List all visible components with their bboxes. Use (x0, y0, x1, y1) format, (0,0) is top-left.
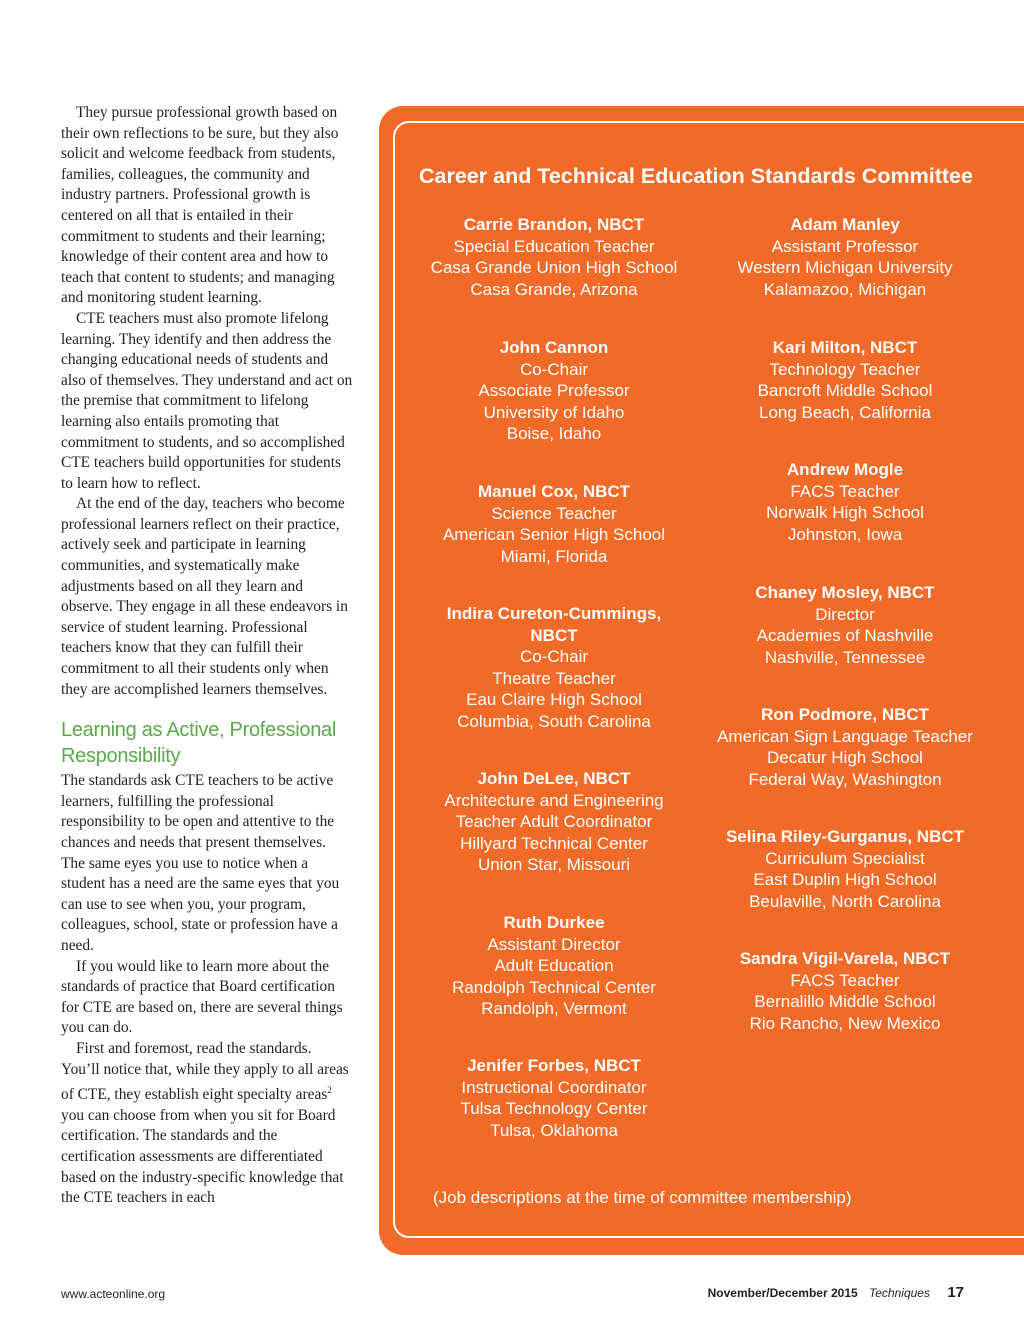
paragraph-text: you can choose from when you sit for Board certification. The standards and the certification assessments are differentiated based on the industry-specific knowledge that the CTE teachers in each (61, 1106, 344, 1207)
member-detail: American Senior High School (442, 525, 666, 544)
member-detail: Union Star, Missouri (477, 855, 631, 874)
member-detail: Kalamazoo, Michigan (763, 279, 927, 299)
member-name: Ruth Durkee (503, 913, 605, 932)
member-detail: Nashville, Tennessee (764, 647, 926, 667)
member-name: Ron Podmore, NBCT (760, 705, 930, 724)
member-detail: Curriculum Specialist (765, 848, 925, 868)
issue-date: November/December 2015 (707, 1286, 858, 1300)
committee-member (700, 948, 990, 1034)
member-detail: Architecture and Engineering (444, 790, 664, 810)
member-detail: Randolph, Vermont (481, 999, 627, 1018)
member-detail: Assistant Director (487, 934, 621, 954)
committee-member (700, 337, 990, 423)
article-paragraph: If you would like to learn more about the standards of practice that Board certification for CTE are based on, there are several things you can do. (61, 957, 343, 1037)
member-detail: Technology Teacher (769, 359, 921, 379)
article-paragraph (61, 1039, 353, 1209)
member-detail: Boise, Idaho (506, 424, 602, 443)
member-detail: Long Beach, California (758, 402, 931, 422)
member-detail: FACS Teacher (790, 970, 900, 990)
member-name: Manuel Cox, NBCT (477, 482, 631, 501)
member-name: Carrie Brandon, NBCT (463, 215, 645, 234)
article-paragraph: CTE teachers must also promote lifelong learning. They identify and then address the changing educational needs of students and also of themselves. They understand and act on the premise that commitment to lifelong learning also entails promoting that commitment to students, and so accomplished CTE teachers build opportunities for students to learn how to reflect. (61, 309, 353, 492)
member-detail: Randolph Technical Center (452, 977, 656, 997)
member-name: John Cannon (499, 338, 609, 357)
article-column (61, 103, 353, 1209)
member-detail: Instructional Coordinator (461, 1077, 647, 1097)
committee-member (700, 214, 990, 300)
member-name: Kari Milton, NBCT (772, 338, 918, 357)
page-number: 17 (947, 1284, 964, 1301)
article-paragraph: The standards ask CTE teachers to be active learners, fulfilling the professional responsibility to be open and attentive to the chances and needs that present themselves. The same eyes you use to notice when a student has a need are the same eyes that you can use to see when you, your program, colleagues, school, state or profession have a need. (61, 772, 340, 954)
member-detail: Casa Grande, Arizona (470, 279, 638, 299)
footer-info (708, 1284, 964, 1301)
member-detail: Tulsa Technology Center (460, 1099, 648, 1118)
member-detail: Bancroft Middle School (757, 381, 933, 400)
committee-member (410, 337, 698, 445)
footnote-reference: 2 (327, 1085, 332, 1096)
magazine-name: Techniques (869, 1286, 930, 1300)
member-detail: Hillyard Technical Center (460, 833, 648, 853)
member-detail: FACS Teacher (790, 481, 900, 501)
committee-member (410, 214, 698, 300)
paragraph-text: First and foremost, read the standards. You’ll notice that, while they apply to all areas of CTE, they establish eight specialty areas (61, 1039, 349, 1104)
member-detail: University of Idaho (483, 402, 625, 422)
member-detail: East Duplin High School (753, 870, 937, 889)
member-detail: Johnston, Iowa (787, 524, 903, 544)
member-detail: Teacher Adult Coordinator (455, 812, 653, 831)
member-detail: Federal Way, Washington (748, 769, 942, 789)
member-detail: Theatre Teacher (492, 668, 616, 688)
member-detail: Miami, Florida (500, 546, 608, 566)
member-detail: Eau Claire High School (466, 690, 642, 709)
article-paragraph: At the end of the day, teachers who become professional learners reflect on their practice, actively seek and participate in learning communities, and systematically make adjustments based on all they learn and observe. They engage in all these endeavors in service of student learning. Professional teachers know that they can fulfill their commitment to all their students only when they are accomplished learners themselves. (61, 495, 348, 698)
committee-member (700, 459, 990, 545)
committee-member (700, 826, 990, 912)
member-name: Adam Manley (790, 215, 900, 234)
member-name: John DeLee, NBCT (477, 769, 631, 788)
committee-member (410, 768, 698, 876)
member-detail: Special Education Teacher (453, 236, 655, 256)
member-name: Indira Cureton-Cummings, NBCT (446, 604, 662, 645)
section-heading: Learning as Active, Professional Responsibility (61, 719, 337, 768)
committee-member (700, 582, 990, 668)
member-name: Selina Riley-Gurganus, NBCT (725, 827, 965, 846)
committee-member (410, 1055, 698, 1141)
member-detail: Adult Education (494, 956, 614, 975)
member-detail: Columbia, South Carolina (457, 711, 651, 731)
member-detail: Bernalillo Middle School (754, 992, 936, 1011)
member-detail: Director (815, 604, 875, 624)
member-detail: Associate Professor (478, 381, 630, 400)
member-detail: Rio Rancho, New Mexico (749, 1013, 941, 1033)
member-detail: Assistant Professor (771, 236, 919, 256)
member-detail: Co-Chair (519, 359, 589, 379)
member-detail: Academies of Nashville (756, 626, 934, 645)
member-detail: Science Teacher (491, 503, 617, 523)
member-detail: Norwalk High School (766, 503, 924, 522)
sidebar-title: Career and Technical Education Standards Committee (419, 164, 973, 188)
member-detail: Decatur High School (767, 748, 923, 767)
committee-member (410, 912, 698, 1020)
committee-member (700, 704, 990, 790)
sidebar-footnote: (Job descriptions at the time of committee membership) (433, 1188, 852, 1207)
member-name: Jenifer Forbes, NBCT (467, 1056, 641, 1075)
member-detail: American Sign Language Teacher (717, 726, 973, 746)
member-name: Sandra Vigil-Varela, NBCT (739, 949, 951, 968)
member-detail: Casa Grande Union High School (430, 258, 678, 277)
member-detail: Western Michigan University (737, 258, 953, 277)
member-detail: Tulsa, Oklahoma (490, 1120, 618, 1140)
article-paragraph: They pursue professional growth based on their own reflections to be sure, but they also solicit and welcome feedback from students, families, colleagues, the community and industry partners. Professional growth is centered on all that is entailed in their commitment to students and their learning; knowledge of their content area and how to teach that content to students; and managing and monitoring student learning. (61, 104, 339, 307)
committee-member (440, 603, 668, 732)
footer-url[interactable]: www.acteonline.org (61, 1287, 166, 1301)
committee-member (410, 481, 698, 567)
member-name: Andrew Mogle (786, 460, 904, 479)
member-name: Chaney Mosley, NBCT (755, 583, 935, 602)
member-detail: Co-Chair (519, 647, 589, 666)
member-detail: Beulaville, North Carolina (749, 891, 941, 911)
